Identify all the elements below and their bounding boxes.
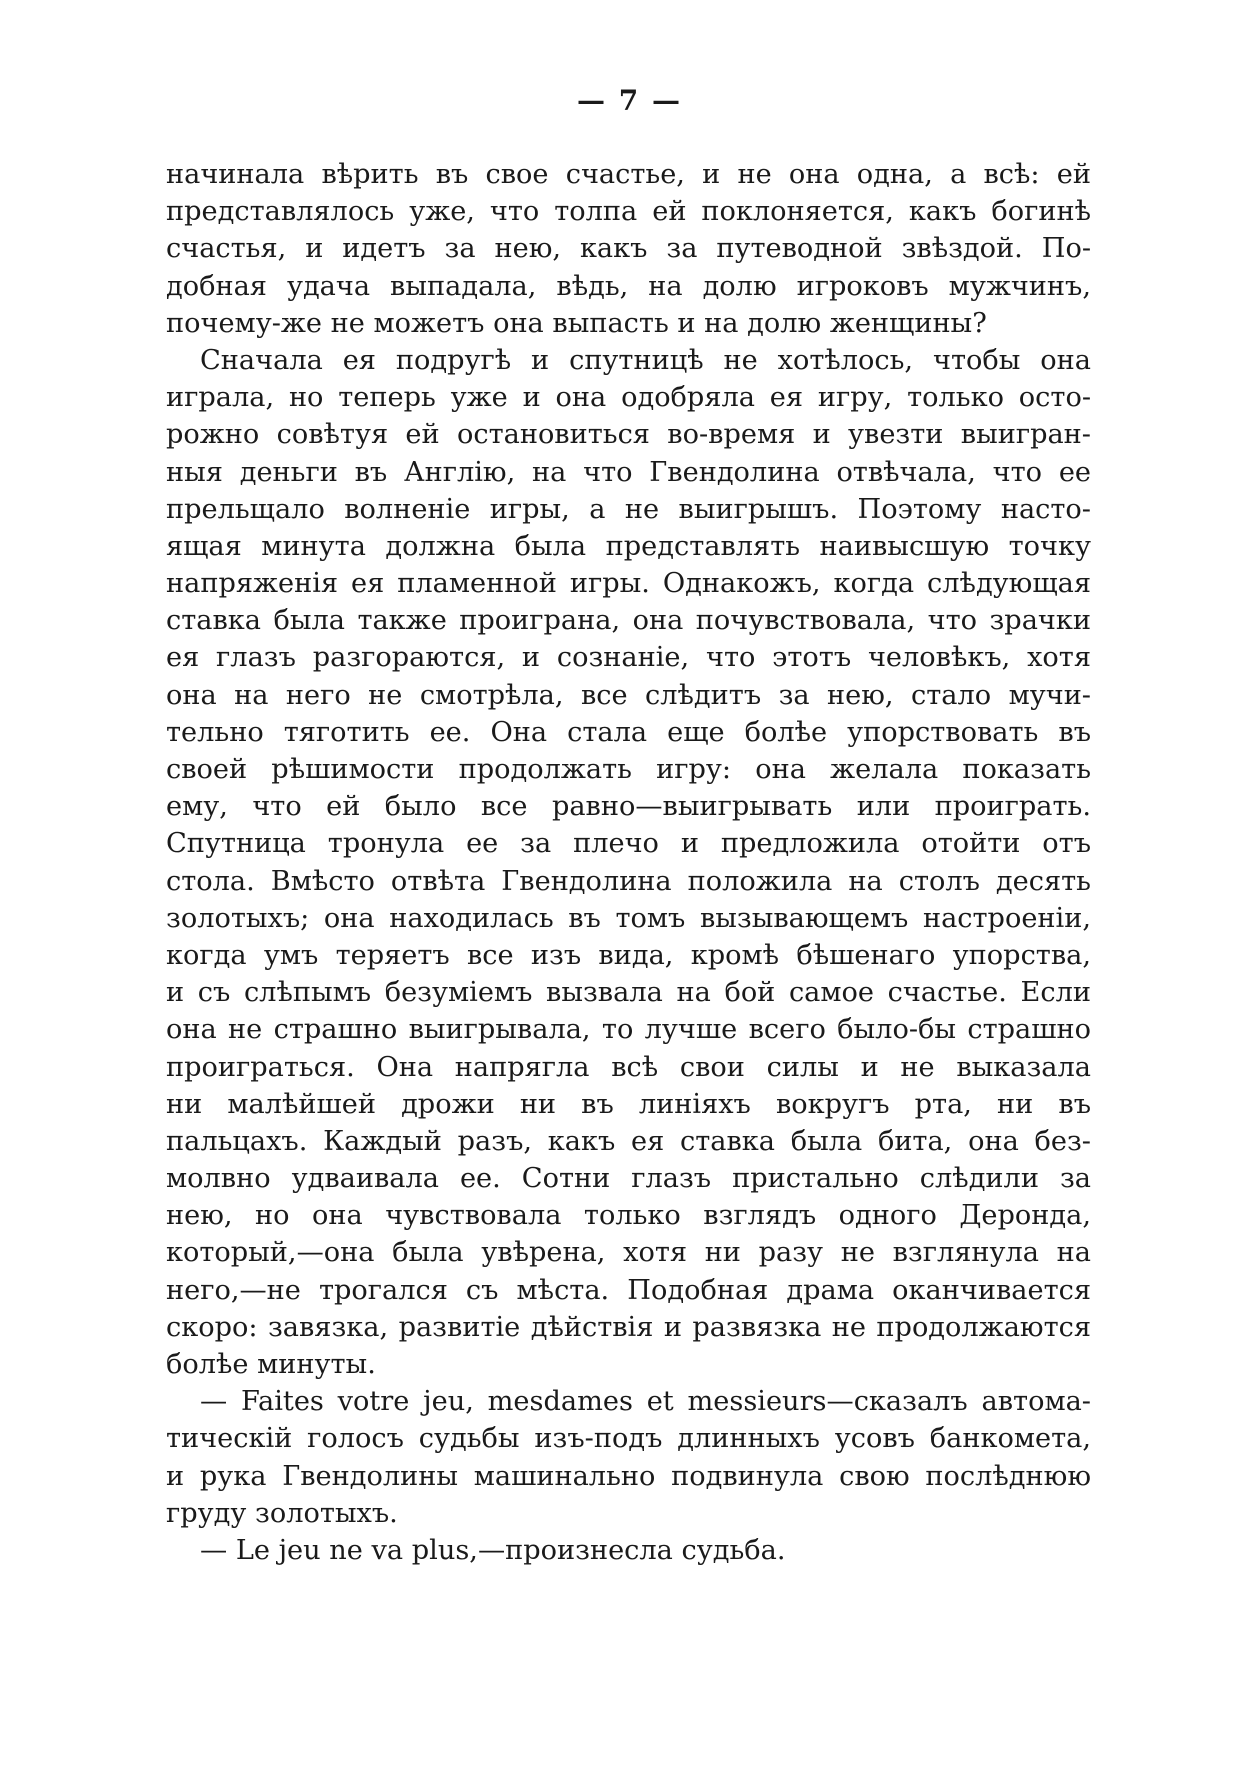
text-line: который,—она была увѣрена, хотя ни разу не взглянула на bbox=[166, 1237, 1091, 1269]
text-line: ставка была также проиграна, она почувствовала, что зрачки bbox=[166, 605, 1091, 637]
text-line: тическій голосъ судьбы изъ-подъ длинныхъ усовъ банкомета, bbox=[166, 1423, 1091, 1455]
text-line: и рука Гвендолины машинально подвинула свою послѣднюю bbox=[166, 1460, 1091, 1492]
text-line: него,—не трогался съ мѣста. Подобная драма оканчивается bbox=[166, 1274, 1091, 1306]
text-line: почему-же не можетъ она выпасть и на долю женщины? bbox=[166, 307, 987, 339]
text-line: болѣе минуты. bbox=[166, 1349, 376, 1380]
text-line: она не страшно выигрывала, то лучше всего было-бы страшно bbox=[166, 1014, 1091, 1046]
text-line: когда умъ теряетъ все изъ вида, кромѣ бѣшенаго упорства, bbox=[166, 939, 1091, 971]
paragraph bbox=[166, 1532, 1091, 1569]
paragraph bbox=[166, 342, 1091, 1383]
text-line: напряженія ея пламенной игры. Однакожъ, когда слѣдующая bbox=[166, 568, 1091, 600]
text-line: Спутница тронула ее за плечо и предложила отойти отъ bbox=[166, 828, 1091, 860]
text-line: своей рѣшимости продолжать игру: она желала показать bbox=[166, 754, 1091, 785]
text-line: ящая минута должна была представлять наивысшую точку bbox=[166, 530, 1091, 562]
text-line: золотыхъ; она находилась въ томъ вызывающемъ настроеніи, bbox=[166, 902, 1091, 934]
text-line: проиграться. Она напрягла всѣ свои силы и не выказала bbox=[166, 1051, 1091, 1083]
text-line: груду золотыхъ. bbox=[166, 1497, 398, 1529]
text-line: пальцахъ. Каждый разъ, какъ ея ставка была бита, она без- bbox=[166, 1125, 1091, 1157]
text-line: ему, что ей было все равно—выигрывать или проиграть. bbox=[166, 791, 1091, 823]
text-line: ныя деньги въ Англію, на что Гвендолина отвѣчала, что ее bbox=[166, 456, 1091, 488]
paragraph bbox=[166, 156, 1091, 342]
text-line: ни малѣйшей дрожи ни въ линіяхъ вокругъ рта, ни въ bbox=[166, 1088, 1091, 1120]
text-line: она на него не смотрѣла, все слѣдитъ за нею, стало мучи- bbox=[166, 679, 1091, 711]
text-line: Сначала ея подругѣ и спутницѣ не хотѣлось, чтобы она bbox=[200, 344, 1091, 376]
text-line: рожно совѣтуя ей остановиться во-время и увезти выигран- bbox=[166, 419, 1091, 451]
text-line: прельщало волненіе игры, а не выигрышъ. Поэтому насто- bbox=[166, 493, 1091, 525]
text-line: скоро: завязка, развитіе дѣйствія и развязка не продолжаются bbox=[166, 1311, 1091, 1343]
text-line: — Faites votre jeu, mesdames et messieurs—сказалъ автома- bbox=[200, 1386, 1091, 1418]
text-line: представлялось уже, что толпа ей поклоняется, какъ богинѣ bbox=[166, 196, 1091, 228]
text-line: ея глазъ разгораются, и сознаніе, что этотъ человѣкъ, хотя bbox=[166, 642, 1091, 674]
text-line: и съ слѣпымъ безуміемъ вызвала на бой самое счастье. Если bbox=[166, 977, 1091, 1009]
text-line: — Le jeu ne va plus,—произнесла судьба. bbox=[200, 1534, 786, 1566]
text-line: молвно удваивала ее. Сотни глазъ пристально слѣдили за bbox=[166, 1163, 1091, 1195]
page-number: — 7 — bbox=[577, 84, 682, 117]
text-line: нею, но она чувствовала только взглядъ одного Деронда, bbox=[166, 1200, 1091, 1232]
text-line: счастья, и идетъ за нею, какъ за путеводной звѣздой. По- bbox=[166, 233, 1091, 265]
text-line: тельно тяготить ее. Она стала еще болѣе упорствовать въ bbox=[166, 716, 1091, 748]
text-line: добная удача выпадала, вѣдь, на долю игроковъ мужчинъ, bbox=[166, 270, 1091, 302]
text-line: стола. Вмѣсто отвѣта Гвендолина положила на столъ десять bbox=[166, 865, 1091, 897]
text-line: начинала вѣрить въ свое счастье, и не она одна, а всѣ: ей bbox=[166, 159, 1091, 190]
text-line: играла, но теперь уже и она одобряла ея игру, только осто- bbox=[166, 382, 1091, 414]
paragraph bbox=[166, 1383, 1091, 1532]
body-text bbox=[166, 156, 1091, 1569]
